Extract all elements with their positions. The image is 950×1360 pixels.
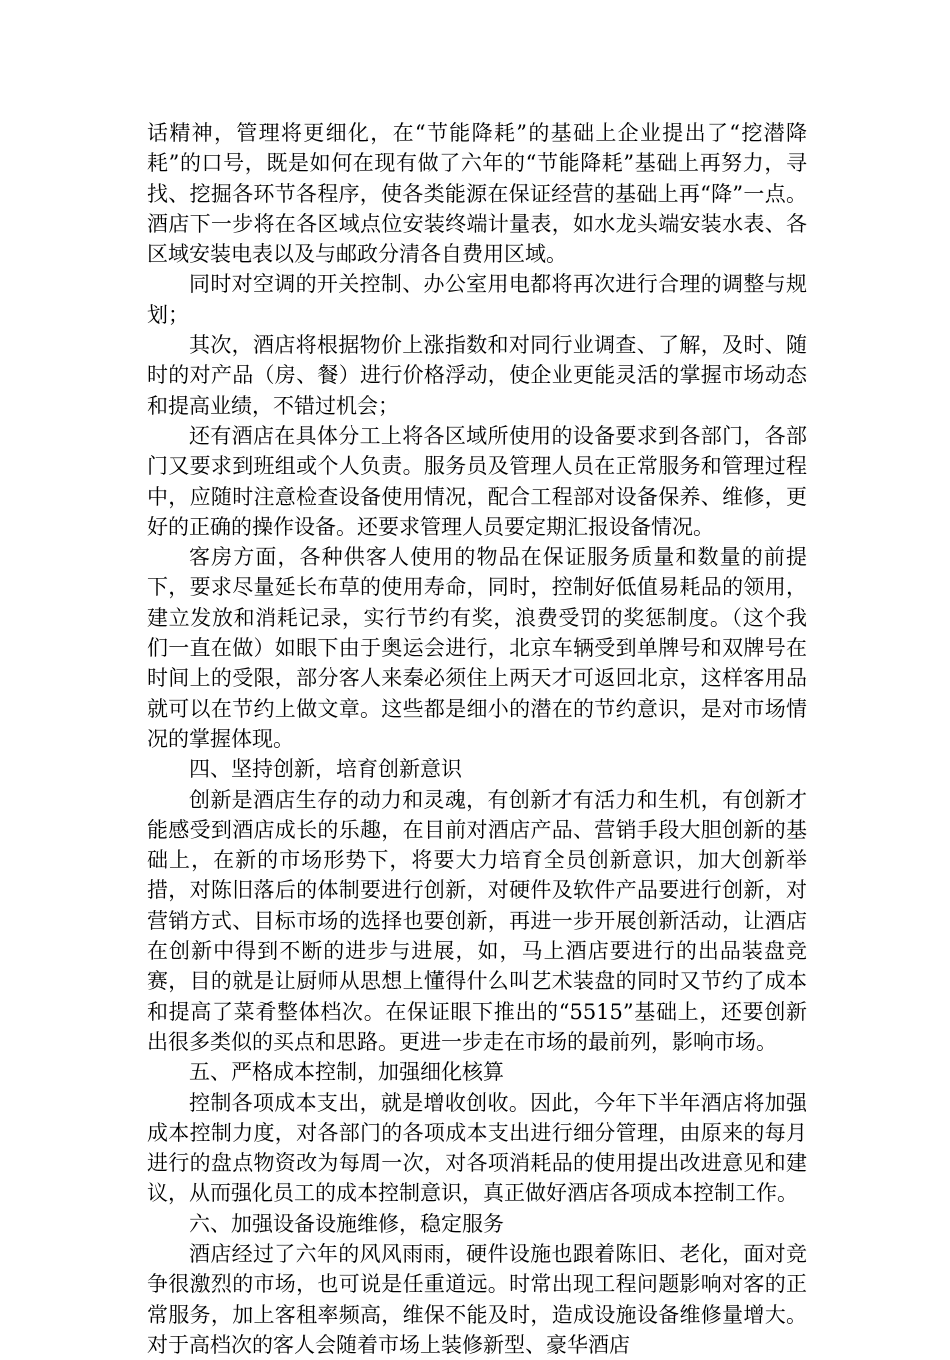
section-heading-cost-control: 五、严格成本控制，加强细化核算 [189,1060,504,1085]
paragraph-maintenance: 酒店经过了六年的风风雨雨，硬件设施也跟着陈旧、老化，面对竞争很激烈的市场，也可说是任重道远。时常出现工程问题影响对客的正常服务，加上客租率频高，维保不能及时，造成设施设备维修量增大。对于高档次的客人会随着市场上装修新型、豪华酒店 [147,1241,807,1357]
section-heading-maintenance: 六、加强设备设施维修，稳定服务 [189,1211,504,1236]
paragraph-cost-control: 控制各项成本支出，就是增收创收。因此，今年下半年酒店将加强成本控制力度，对各部门的各项成本支出进行细分管理，由原来的每月进行的盘点物资改为每周一次，对各项消耗品的使用提出改进意见和建议，从而强化员工的成本控制意识，真正做好酒店各项成本控制工作。 [147,1090,807,1206]
document-body [147,118,807,1360]
paragraph-price-adjustment: 其次，酒店将根据物价上涨指数和对同行业调查、了解，及时、随时的对产品（房、餐）进行价格浮动，使企业更能灵活的掌握市场动态和提高业绩，不错过机会； [147,333,807,418]
paragraph-guest-rooms: 客房方面，各种供客人使用的物品在保证服务质量和数量的前提下，要求尽量延长布草的使用寿命，同时，控制好低值易耗品的领用，建立发放和消耗记录，实行节约有奖，浪费受罚的奖惩制度。（这个我们一直在做）如眼下由于奥运会进行，北京车辆受到单牌号和双牌号在时间上的受限，部分客人来秦必须住上两天才可返回北京，这样客用品就可以在节约上做文章。这些都是细小的潜在的节约意识，是对市场情况的掌握体现。 [147,545,807,751]
paragraph-equipment-responsibility: 还有酒店在具体分工上将各区域所使用的设备要求到各部门，各部门又要求到班组或个人负责。服务员及管理人员在正常服务和管理过程中，应随时注意检查设备使用情况，配合工程部对设备保养、维修，更好的正确的操作设备。还要求管理人员要定期汇报设备情况。 [147,423,807,539]
section-heading-innovation: 四、坚持创新，培育创新意识 [189,757,462,782]
paragraph-innovation: 创新是酒店生存的动力和灵魂，有创新才有活力和生机，有创新才能感受到酒店成长的乐趣，在目前对酒店产品、营销手段大胆创新的基础上，在新的市场形势下，将要大力培育全员创新意识，加大创新举措，对陈旧落后的体制要进行创新，对硬件及软件产品要进行创新，对营销方式、目标市场的选择也要创新，再进一步开展创新活动，让酒店在创新中得到不断的进步与进展，如，马上酒店要进行的出品装盘竞赛，目的就是让厨师从思想上懂得什么叫艺术装盘的同时又节约了成本和提高了菜肴整体档次。在保证眼下推出的“5515”基础上，还要创新出很多类似的买点和思路。更进一步走在市场的最前列，影响市场。 [147,787,807,1054]
paragraph-air-conditioning: 同时对空调的开关控制、办公室用电都将再次进行合理的调整与规划； [147,272,807,327]
paragraph-energy-saving-continued: 话精神，管理将更细化，在“节能降耗”的基础上企业提出了“挖潜降耗”的口号，既是如何在现有做了六年的“节能降耗”基础上再努力，寻找、挖掘各环节各程序，使各类能源在保证经营的基础上再“降”一点。酒店下一步将在各区域点位安装终端计量表，如水龙头端安装水表、各区域安装电表以及与邮政分清各自费用区域。 [147,121,807,267]
